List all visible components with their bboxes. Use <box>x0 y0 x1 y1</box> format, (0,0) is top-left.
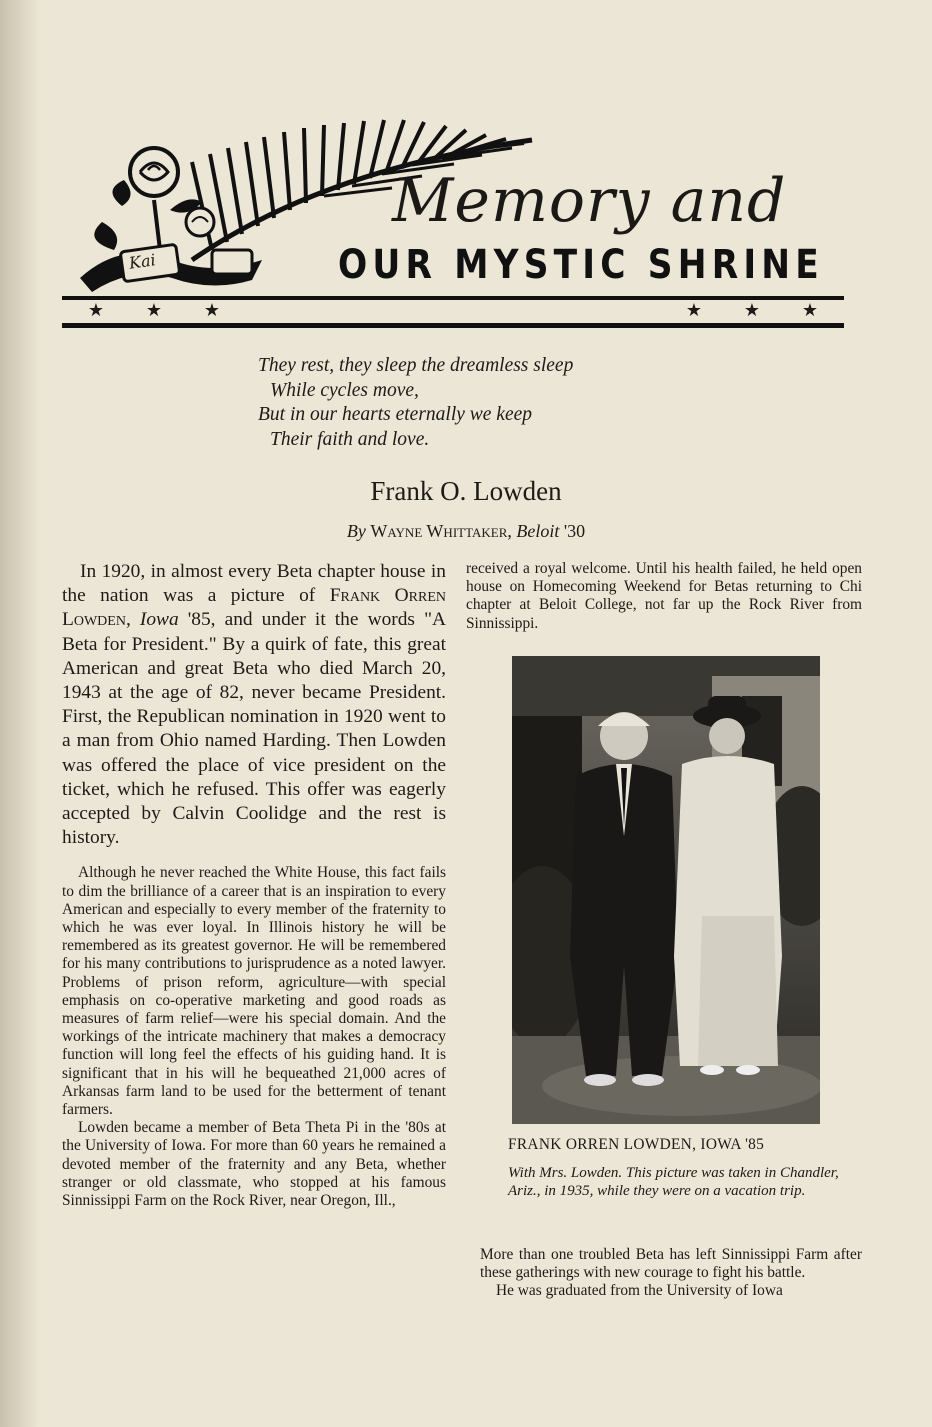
lead-text-2: '85, and under it the words "A Beta for President." By a quirk of fate, this great American and great Beta who died March 20, 1943 at the age of 82, never became President. First, the Republican nomination in 1920 went to a man from Ohio named Harding. Then Lowden was offered the place of vice president on the ticket, which he refused. This offer was eagerly accepted by Calvin Coolidge and the rest is history. <box>62 609 446 849</box>
star-icon: ★ <box>87 300 105 321</box>
right-paragraph-3: He was graduated from the University of Iowa <box>496 1282 783 1300</box>
header-rule-bottom <box>62 323 844 328</box>
star-icon: ★ <box>801 300 819 321</box>
body-paragraph-2: Although he never reached the White House, this fact fails to dim the brilliance of a career that is an inspiration to every American and especially to every member of the fraternity to which he was ever loyal. In Illinois history he will be remembered as its greatest governor. He will be remembered for his many contributions to jurisprudence as a noted lawyer. Problems of prison reform, agriculture—with special emphasis on co-operative marketing and good roads as measures of farm relief—were his special domain. And the workings of the intricate machinery that makes a democracy function will long feel the effects of his guiding hand. It is significant that in his will he bequeathed 21,000 acres of Arkansas farm land to be used for the betterment of tenant farmers. <box>62 864 446 1119</box>
right-paragraph-1: received a royal welcome. Until his health failed, he held open house on Homecoming Weekend for Betas returning to Chi chapter at Beloit College, not far up the Rock River from Sinnissippi. <box>466 560 862 632</box>
byline <box>0 521 932 542</box>
caption-text: With Mrs. Lowden. This picture was taken in Chandler, Ariz., in 1935, while they were on a vacation trip. <box>508 1165 839 1199</box>
block-title: OUR MYSTIC SHRINE <box>338 242 824 288</box>
photo-caption <box>508 1136 848 1200</box>
memorial-poem <box>258 354 573 452</box>
star-icon: ★ <box>145 300 163 321</box>
left-column <box>62 560 446 1210</box>
lead-text-1: In 1920, in almost every Beta chapter house in the nation was a picture of <box>62 561 446 607</box>
right-column-top <box>466 560 862 633</box>
caption-name: FRANK ORREN LOWDEN, IOWA '85 <box>508 1136 765 1153</box>
poem-line: Their faith and love. <box>270 428 430 450</box>
byline-year: '30 <box>563 521 586 541</box>
ribbon-kai-label: Kai <box>127 250 157 273</box>
right-column-bottom <box>480 1246 862 1301</box>
script-title: Memory and <box>392 166 787 236</box>
poem-line: But in our hearts eternally we keep <box>258 404 533 425</box>
byline-by: By <box>346 521 366 541</box>
photo-illustration <box>512 656 820 1124</box>
star-icon: ★ <box>685 300 703 321</box>
poem-line: They rest, they sleep the dreamless sleep <box>258 355 574 376</box>
right-paragraph-2: More than one troubled Beta has left Sinnissippi Farm after these gatherings with new courage to fight his battle. <box>480 1246 862 1282</box>
masthead <box>62 110 844 350</box>
lead-name: Frank Orren Lowden, <box>62 585 446 631</box>
star-icon: ★ <box>743 300 761 321</box>
lowden-photograph <box>512 656 820 1124</box>
byline-school: Beloit <box>516 521 560 541</box>
poem-line: While cycles move, <box>270 379 419 401</box>
star-icon: ★ <box>203 300 221 321</box>
lead-school: Iowa <box>139 609 179 631</box>
article-title: Frank O. Lowden <box>370 476 562 506</box>
page-edge-shadow <box>0 0 40 1427</box>
lead-paragraph <box>62 560 446 850</box>
stars-right <box>665 300 839 321</box>
body-paragraph-3: Lowden became a member of Beta Theta Pi in the '80s at the University of Iowa. For more than 60 years he remained a devoted member of the fraternity and any Beta, whether stranger or old classmate, who stopped at his famous Sinnissippi Farm on the Rock River, near Oregon, Ill., <box>62 1119 446 1210</box>
stars-left <box>67 300 241 321</box>
byline-author: Wayne Whittaker, <box>370 521 512 541</box>
